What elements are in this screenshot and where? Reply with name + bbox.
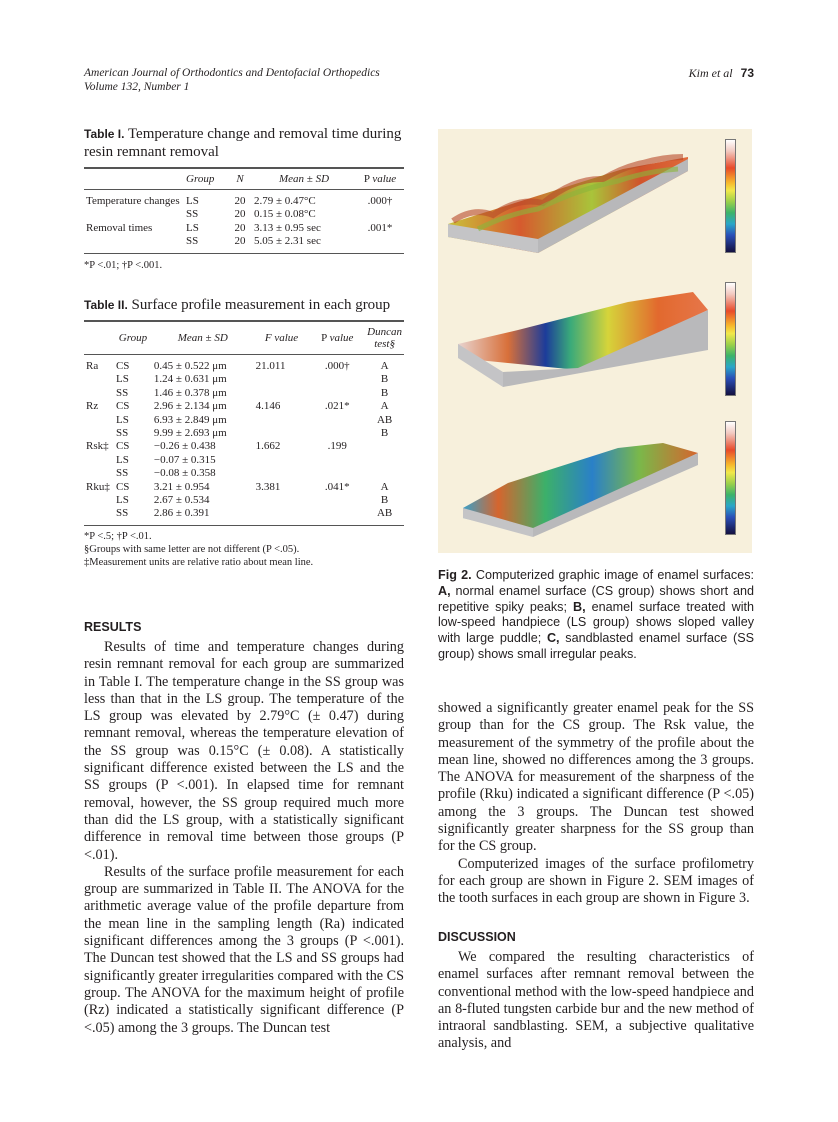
- table-cell-group: LS: [115, 494, 129, 507]
- table-cell-param: Rz: [86, 400, 99, 413]
- table-row: [84, 190, 404, 209]
- table-cell-f: [254, 494, 310, 507]
- table-cell-f: [254, 373, 310, 386]
- table-cell-mean-sd: −0.07 ± 0.315: [153, 453, 216, 466]
- col-p-value: P value: [321, 332, 354, 344]
- table-cell-p: [309, 414, 365, 427]
- table-cell-measure: Temperature changes: [86, 195, 180, 207]
- table-cell-mean-sd: 3.13 ± 0.95 sec: [254, 221, 321, 234]
- table-cell-mean-sd: 6.93 ± 2.849 μm: [153, 413, 227, 426]
- paragraph: showed a significantly greater enamel peak for the SS group than for the CS group. The Rsk value, the measurement of the symmetry of the profile about the mean line, showed no differences among the 3 groups. The ANOVA for measurement of the sharpness of the profile (Rku) indicated a significant difference (P <.05) among the 3 groups. The Duncan test showed significantly greater sharpness for the SS group than for the CS group.: [438, 700, 754, 855]
- table-cell-param: [84, 373, 114, 386]
- table-cell-param: [84, 427, 114, 440]
- table-row: [84, 373, 404, 386]
- journal-title: American Journal of Orthodontics and Dentofacial Orthopedics: [84, 67, 380, 79]
- table-header-row: [84, 168, 404, 190]
- table-cell-mean-sd: 0.45 ± 0.522 μm: [153, 360, 227, 372]
- col-mean-sd: Mean ± SD: [177, 332, 228, 344]
- table-cell-mean-sd: 2.96 ± 2.134 μm: [153, 400, 227, 413]
- col-f-value: F value: [264, 332, 299, 344]
- section-heading-discussion: DISCUSSION: [438, 930, 516, 944]
- footnote: ‡Measurement units are relative ratio about mean line.: [84, 556, 314, 568]
- table-cell-f: [254, 454, 310, 467]
- page-number: 73: [740, 66, 754, 80]
- table-cell-duncan: A: [380, 360, 389, 372]
- table-1-caption: [84, 125, 404, 161]
- panel-letter: C,: [546, 631, 560, 646]
- results-text-right: [438, 700, 754, 908]
- col-mean-sd: Mean ± SD: [278, 173, 330, 185]
- table-cell-p: [309, 387, 365, 400]
- table-cell-group: CS: [115, 360, 130, 372]
- table-2: [84, 296, 404, 569]
- table-cell-mean-sd: 2.67 ± 0.534: [153, 494, 210, 507]
- figure-2: [438, 129, 752, 553]
- paragraph: Results of time and temperature changes during resin remnant removal for each group are summarized in Table I. The temperature change in the SS group was less than that in the LS group. The temperature of the LS group was elevated by 2.79°C (± 0.47) during remnant removal, whereas the temperature elevation of the SS group was 0.15°C (± 0.08). A statistically significant difference existed between the LS and the SS groups (P <.001). In elapsed time for remnant removal, however, the SS group required much more than did the LS group, with a statistically significant difference in removal time between those groups (P <.01).: [84, 639, 404, 863]
- table-cell-p: .001*: [367, 221, 393, 234]
- table-cell-duncan: A: [380, 400, 389, 413]
- table-cell-p: [309, 373, 365, 386]
- table-cell-duncan: B: [380, 386, 389, 399]
- table-cell-n: 20: [234, 235, 246, 248]
- table-cell-group: CS: [115, 440, 130, 453]
- table-cell-duncan: [365, 454, 404, 467]
- table-cell-group: LS: [186, 195, 199, 207]
- table-cell-param: [84, 467, 114, 480]
- table-cell-p: [356, 235, 404, 252]
- table-cell-duncan: AB: [376, 413, 393, 426]
- table-2-footnotes: [84, 525, 404, 569]
- figure-panel-c: [438, 413, 752, 554]
- table-cell-mean-sd: 1.46 ± 0.378 μm: [153, 386, 227, 399]
- table-cell-mean-sd: 3.21 ± 0.954: [153, 480, 210, 493]
- table-2-label: Table II.: [84, 298, 128, 312]
- paragraph: Computerized images of the surface profilometry for each group are shown in Figure 2. SEM images of the tooth surfaces in each group are shown in Figure 3.: [438, 855, 754, 907]
- table-cell-f: [254, 414, 310, 427]
- table-cell-param: [84, 507, 114, 524]
- table-cell-group: SS: [115, 427, 129, 440]
- table-cell-f: [254, 427, 310, 440]
- table-cell-duncan: B: [380, 373, 389, 386]
- panel-letter: A,: [438, 583, 451, 598]
- table-cell-group: SS: [115, 386, 129, 399]
- table-cell-duncan: B: [380, 494, 389, 507]
- table-cell-p: [309, 427, 365, 440]
- table-row: [84, 494, 404, 507]
- table-cell-group: SS: [115, 467, 129, 480]
- col-p-value: P value: [363, 173, 397, 185]
- table-cell-p: .199: [327, 440, 347, 453]
- table-cell-f: 4.146: [255, 400, 281, 413]
- table-cell-param: [84, 414, 114, 427]
- table-2-grid: [84, 320, 404, 525]
- figure-2-caption: Fig 2. Computerized graphic image of enamel surfaces: A, normal enamel surface (CS group) shows short and repetitive spiky peaks; B, enamel surface treated with low-speed handpiece (LS group) shows sloped valley with large puddle; C, sandblasted enamel surface (SS group) shows small irregular peaks.: [438, 568, 755, 661]
- table-cell-group: SS: [186, 208, 199, 221]
- col-group: Group: [118, 332, 148, 344]
- table-cell-measure: [84, 235, 184, 252]
- table-cell-mean-sd: 2.86 ± 0.391: [153, 507, 210, 520]
- table-cell-duncan: [365, 467, 404, 480]
- table-cell-p: .000†: [324, 360, 350, 372]
- figure-label: Fig 2.: [438, 568, 472, 582]
- section-heading-results: RESULTS: [84, 620, 142, 634]
- table-1-title: Temperature change and removal time during resin remnant removal: [84, 126, 402, 160]
- table-cell-p: [309, 467, 365, 480]
- table-cell-mean-sd: 2.79 ± 0.47°C: [254, 195, 316, 207]
- table-cell-group: CS: [115, 400, 130, 413]
- table-cell-duncan: [365, 440, 404, 453]
- table-cell-n: 20: [234, 208, 246, 221]
- figure-panel-b: [438, 272, 752, 413]
- table-row: [84, 414, 404, 427]
- discussion-text: [438, 949, 754, 1053]
- footnote: §Groups with same letter are not different (P <.05).: [84, 543, 300, 555]
- table-cell-mean-sd: −0.26 ± 0.438: [153, 440, 216, 453]
- col-group: Group: [186, 173, 215, 185]
- table-cell-group: SS: [186, 235, 199, 248]
- running-header-right: [689, 66, 754, 81]
- colorbar-a: [725, 139, 736, 253]
- table-cell-mean-sd: 1.24 ± 0.631 μm: [153, 373, 227, 386]
- table-cell-f: 1.662: [255, 440, 281, 453]
- table-row: [84, 387, 404, 400]
- table-cell-f: [254, 467, 310, 480]
- table-1-footnote: *P <.01; †P <.001.: [84, 253, 404, 272]
- table-cell-group: SS: [115, 507, 129, 520]
- panel-letter: B,: [573, 599, 586, 614]
- table-row: [84, 222, 404, 235]
- table-cell-p: [356, 208, 404, 221]
- table-cell-group: CS: [115, 480, 130, 493]
- table-header-row: [84, 321, 404, 355]
- table-row: [84, 235, 404, 252]
- table-row: [84, 208, 404, 221]
- table-cell-f: 21.011: [255, 360, 286, 372]
- colorbar-b: [725, 282, 736, 396]
- colorbar-c: [725, 421, 736, 535]
- table-cell-f: [254, 507, 310, 524]
- table-cell-p: .041*: [324, 480, 350, 493]
- table-cell-param: [84, 454, 114, 467]
- table-row: [84, 427, 404, 440]
- table-row: [84, 454, 404, 467]
- paragraph: Results of the surface profile measurement for each group are summarized in Table II. The ANOVA for the arithmetic average value of the profile departure from the mean line in the sampling length (Ra) indicated significant differences among the 3 groups (P <.001). The Duncan test showed that the LS and SS groups had significantly greater irregularities compared with the CS group. The ANOVA for the maximum height of profile (Rz) indicated a statistically significant difference (P <.05) among the 3 groups. The Duncan test: [84, 863, 404, 1036]
- table-cell-f: 3.381: [255, 480, 281, 493]
- table-cell-mean-sd: 5.05 ± 2.31 sec: [254, 235, 321, 248]
- table-cell-duncan: A: [380, 480, 389, 493]
- col-duncan-test: Duncan test§: [367, 326, 402, 350]
- table-cell-measure: [84, 208, 184, 221]
- table-cell-n: 20: [234, 221, 246, 234]
- table-cell-param: [84, 494, 114, 507]
- table-row: [84, 355, 404, 374]
- table-cell-p: .000†: [367, 195, 393, 207]
- table-cell-p: [309, 454, 365, 467]
- table-cell-group: LS: [115, 413, 129, 426]
- table-cell-group: LS: [115, 373, 129, 386]
- table-cell-duncan: B: [380, 427, 389, 440]
- table-cell-param: [84, 387, 114, 400]
- table-cell-duncan: AB: [376, 507, 393, 520]
- table-2-title: Surface profile measurement in each group: [131, 297, 391, 313]
- surface-3d-plot-b: [438, 272, 752, 413]
- surface-3d-plot-c: [438, 413, 752, 554]
- table-cell-mean-sd: 9.99 ± 2.693 μm: [153, 427, 227, 440]
- table-row: [84, 507, 404, 524]
- table-row: [84, 440, 404, 453]
- table-cell-mean-sd: 0.15 ± 0.08°C: [254, 208, 316, 221]
- journal-volume: Volume 132, Number 1: [84, 81, 190, 93]
- table-1-label: Table I.: [84, 127, 125, 141]
- table-2-caption: [84, 296, 404, 314]
- results-text-left: [84, 639, 404, 1037]
- table-cell-param: Rsk‡: [86, 440, 109, 453]
- col-n: N: [236, 173, 244, 185]
- figure-panel-a: [438, 129, 752, 270]
- table-1-grid: [84, 167, 404, 253]
- table-cell-p: [309, 494, 365, 507]
- footnote: *P <.5; †P <.01.: [84, 530, 152, 542]
- table-cell-n: 20: [234, 195, 246, 207]
- table-cell-param: Rku‡: [86, 480, 110, 493]
- table-cell-p: .021*: [324, 400, 350, 413]
- surface-3d-plot-a: [438, 129, 752, 270]
- running-header-journal: [84, 66, 380, 94]
- table-1: [84, 125, 404, 272]
- table-cell-group: LS: [115, 453, 129, 466]
- table-row: [84, 481, 404, 494]
- table-row: [84, 467, 404, 480]
- table-row: [84, 400, 404, 413]
- table-cell-f: [254, 387, 310, 400]
- table-cell-param: Ra: [86, 360, 99, 372]
- table-cell-mean-sd: −0.08 ± 0.358: [153, 467, 216, 480]
- authors: Kim et al: [688, 66, 733, 80]
- paragraph: We compared the resulting characteristics of enamel surfaces after remnant removal between the conventional method with the low-speed handpiece and an 8-fluted tungsten carbide bur and the new method of intraoral sandblasting. SEM, a subjective qualitative analysis, and: [438, 949, 754, 1052]
- table-cell-measure: Removal times: [86, 221, 153, 234]
- table-cell-p: [309, 507, 365, 524]
- table-cell-group: LS: [186, 221, 199, 234]
